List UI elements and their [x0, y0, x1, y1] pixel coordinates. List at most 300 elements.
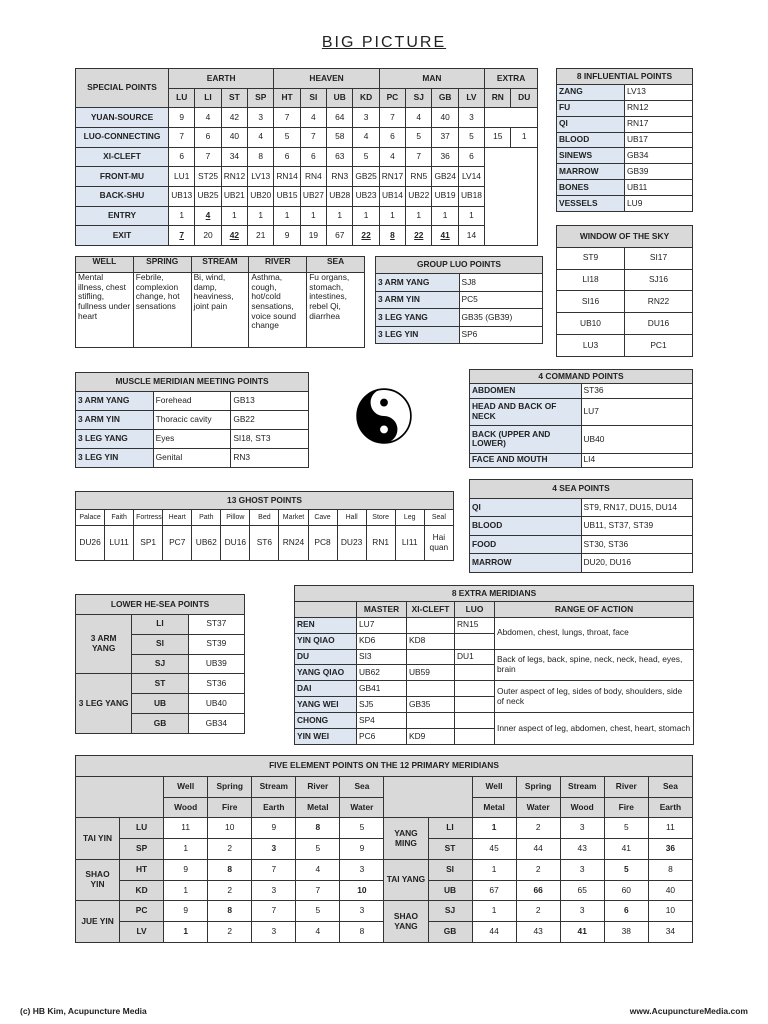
- table-row: [76, 69, 538, 89]
- table-cell: 45: [472, 839, 516, 860]
- table-cell: 8: [648, 859, 692, 880]
- table-cell: LU: [120, 818, 164, 839]
- table-cell: GB34: [625, 148, 693, 164]
- table-cell: 63: [327, 147, 353, 167]
- table-cell: 36: [648, 839, 692, 860]
- table-cell: River: [296, 776, 340, 797]
- table-row: [76, 674, 245, 694]
- table-cell: GB39: [625, 164, 693, 180]
- table-cell: UB40: [188, 694, 244, 714]
- table-cell: DU: [295, 649, 357, 665]
- table-row: [470, 398, 693, 425]
- table-cell: 7: [274, 108, 300, 128]
- column-header: RANGE OF ACTION: [495, 601, 694, 617]
- group-header: EARTH: [169, 69, 274, 89]
- table-cell: CHONG: [295, 713, 357, 729]
- table-row: [470, 384, 693, 398]
- table-cell: 3 ARM YANG: [376, 274, 460, 291]
- table-row: [295, 586, 694, 602]
- table-cell: DU1: [455, 649, 495, 665]
- table-row: [295, 617, 694, 633]
- table-cell: Faith: [105, 510, 134, 526]
- table-cell: SINEWS: [557, 148, 625, 164]
- table-cell: Earth: [252, 797, 296, 818]
- table-cell: Market: [279, 510, 308, 526]
- table-cell: 41: [604, 839, 648, 860]
- table-cell: SI: [428, 859, 472, 880]
- table-cell: 3: [252, 922, 296, 943]
- table-cell: XI-CLEFT: [76, 147, 169, 167]
- table-cell: LUO-CONNECTING: [76, 127, 169, 147]
- table-cell: [455, 633, 495, 649]
- table-cell: 10: [208, 818, 252, 839]
- table-cell: 6: [169, 147, 195, 167]
- table-cell: PC6: [357, 729, 407, 745]
- table-cell: YIN QIAO: [295, 633, 357, 649]
- table-row: [76, 756, 693, 777]
- table-cell: UB39: [188, 654, 244, 674]
- table-cell: DU20, DU16: [581, 554, 693, 573]
- table-cell: Bed: [250, 510, 279, 526]
- table-title: GROUP LUO POINTS: [376, 257, 543, 274]
- table-cell: ABDOMEN: [470, 384, 582, 398]
- table-cell: 4: [406, 108, 432, 128]
- group-label: TAI YIN: [76, 818, 120, 860]
- table-cell: ZANG: [557, 84, 625, 100]
- table-row: [76, 510, 454, 526]
- table-row: [76, 273, 365, 348]
- table-row: [76, 818, 693, 839]
- table-cell: 5: [353, 147, 379, 167]
- table-cell: 5: [340, 818, 384, 839]
- table-cell: 38: [604, 922, 648, 943]
- table-cell: [455, 713, 495, 729]
- meridian-header: SJ: [406, 88, 432, 108]
- table-cell: 66: [516, 880, 560, 901]
- table-cell: LI4: [581, 453, 693, 467]
- table-cell: 5: [604, 818, 648, 839]
- table-cell: 11: [164, 818, 208, 839]
- table-row: [557, 313, 693, 335]
- table-cell: 4: [195, 108, 221, 128]
- meridian-header: HT: [274, 88, 300, 108]
- table-cell: 7: [252, 901, 296, 922]
- column-header: MASTER: [357, 601, 407, 617]
- table-row: [557, 291, 693, 313]
- table-cell: 7: [169, 127, 195, 147]
- table-cell: GB: [132, 714, 188, 734]
- table-cell: FRONT-MU: [76, 167, 169, 187]
- table-row: [470, 554, 693, 573]
- meridian-header: LU: [169, 88, 195, 108]
- table-cell: 7: [379, 108, 405, 128]
- meridian-header: LI: [195, 88, 221, 108]
- table-row: [557, 269, 693, 291]
- table-cell: 40: [432, 108, 458, 128]
- table-cell: ENTRY: [76, 206, 169, 226]
- meridian-header: ST: [221, 88, 247, 108]
- table-cell: 1: [164, 839, 208, 860]
- table-cell: 1: [472, 818, 516, 839]
- table-cell: [407, 617, 455, 633]
- table-cell: 43: [560, 839, 604, 860]
- table-cell: [485, 147, 538, 245]
- table-cell: Wood: [560, 797, 604, 818]
- table-cell: SJ16: [625, 269, 693, 291]
- table-cell: 5: [296, 901, 340, 922]
- table-cell: [384, 776, 472, 818]
- table-cell: 2: [516, 818, 560, 839]
- group-header: HEAVEN: [274, 69, 379, 89]
- table-cell: 10: [648, 901, 692, 922]
- table-cell: FACE AND MOUTH: [470, 453, 582, 467]
- page-title: BIG PICTURE: [321, 34, 447, 51]
- table-cell: 8: [379, 226, 405, 246]
- table-cell: 3: [248, 108, 274, 128]
- table-cell: 1: [164, 922, 208, 943]
- table-cell: Thoracic cavity: [153, 411, 231, 430]
- table-cell: RN22: [625, 291, 693, 313]
- table-cell: [407, 681, 455, 697]
- table-cell: 1: [274, 206, 300, 226]
- table-cell: Cave: [308, 510, 337, 526]
- table-row: [76, 147, 538, 167]
- table-cell: Well: [472, 776, 516, 797]
- table-cell: 3: [560, 901, 604, 922]
- footer-url: www.AcupunctureMedia.com: [629, 1006, 748, 1016]
- table-cell: 1: [458, 206, 484, 226]
- table-cell: 9: [164, 859, 208, 880]
- table-cell: UB18: [458, 186, 484, 206]
- table-cell: UB62: [192, 525, 221, 560]
- table-cell: 3 LEG YANG: [376, 309, 460, 326]
- table-cell: UB25: [195, 186, 221, 206]
- table-cell: LU11: [105, 525, 134, 560]
- table-cell: 1: [432, 206, 458, 226]
- meridian-header: PC: [379, 88, 405, 108]
- table-cell: 3 ARM YIN: [376, 291, 460, 308]
- table-cell: 3: [560, 818, 604, 839]
- window-of-sky-table: [556, 225, 693, 357]
- table-title: 4 COMMAND POINTS: [470, 370, 693, 384]
- table-cell: 2: [516, 859, 560, 880]
- table-cell: UB15: [274, 186, 300, 206]
- table-cell: Metal: [472, 797, 516, 818]
- table-cell: BONES: [557, 180, 625, 196]
- table-cell: Genital: [153, 449, 231, 468]
- table-cell: 41: [560, 922, 604, 943]
- table-row: [470, 370, 693, 384]
- table-row: [76, 257, 365, 273]
- table-cell: GB41: [357, 681, 407, 697]
- table-cell: GB34: [188, 714, 244, 734]
- table-cell: Water: [516, 797, 560, 818]
- meridian-header: KD: [353, 88, 379, 108]
- table-cell: Spring: [516, 776, 560, 797]
- table-cell: [455, 729, 495, 745]
- table-cell: 37: [432, 127, 458, 147]
- table-cell: 9: [164, 901, 208, 922]
- table-cell: Hai quan: [424, 525, 453, 560]
- table-cell: River: [604, 776, 648, 797]
- table-row: [76, 411, 309, 430]
- table-row: [76, 525, 454, 560]
- table-row: [470, 535, 693, 554]
- table-cell: QI: [470, 498, 582, 517]
- table-cell: SI16: [557, 291, 625, 313]
- table-cell: SI3: [357, 649, 407, 665]
- table-cell: Store: [366, 510, 395, 526]
- column-header: SEA: [307, 257, 365, 273]
- table-cell: PC8: [308, 525, 337, 560]
- table-cell: ST30, ST36: [581, 535, 693, 554]
- table-cell: UB28: [327, 186, 353, 206]
- table-cell: 67: [472, 880, 516, 901]
- table-cell: 43: [516, 922, 560, 943]
- table-cell: 8: [248, 147, 274, 167]
- range-of-action: Outer aspect of leg, sides of body, shoulders, side of neck: [495, 681, 694, 713]
- table-title: MUSCLE MERIDIAN MEETING POINTS: [76, 373, 309, 392]
- group-luo-table: [375, 256, 543, 344]
- table-cell: 19: [300, 226, 326, 246]
- table-cell: 6: [195, 127, 221, 147]
- table-cell: RN17: [625, 116, 693, 132]
- table-cell: GB24: [432, 167, 458, 187]
- table-row: [376, 309, 543, 326]
- table-cell: LU3: [557, 335, 625, 357]
- table-cell: HT: [120, 859, 164, 880]
- table-cell: 67: [327, 226, 353, 246]
- table-cell: UB14: [379, 186, 405, 206]
- table-row: [557, 116, 693, 132]
- table-cell: 3: [353, 108, 379, 128]
- extra-meridians-table: [294, 585, 693, 745]
- table-cell: RN12: [221, 167, 247, 187]
- table-cell: 6: [300, 147, 326, 167]
- table-cell: SI18, ST3: [231, 430, 309, 449]
- table-title: LOWER HE-SEA POINTS: [76, 595, 245, 615]
- table-cell: LI: [132, 614, 188, 634]
- lower-he-sea-table: [75, 594, 245, 734]
- table-cell: 5: [296, 839, 340, 860]
- table-cell: GB: [428, 922, 472, 943]
- table-cell: SP1: [134, 525, 163, 560]
- table-row: [376, 274, 543, 291]
- table-row: [557, 164, 693, 180]
- table-cell: RN3: [231, 449, 309, 468]
- table-cell: ST9: [557, 247, 625, 269]
- table-cell: 3: [252, 839, 296, 860]
- table-cell: RN14: [274, 167, 300, 187]
- table-title: 8 EXTRA MERIDIANS: [295, 586, 694, 602]
- table-cell: 20: [195, 226, 221, 246]
- table-row: [557, 84, 693, 100]
- table-cell: FU: [557, 100, 625, 116]
- table-cell: 2: [516, 901, 560, 922]
- table-cell: ST: [428, 839, 472, 860]
- influential-points-table: [556, 68, 693, 212]
- table-cell: UB10: [557, 313, 625, 335]
- group-label: 3 LEG YANG: [76, 674, 132, 734]
- table-cell: 4: [300, 108, 326, 128]
- table-cell: Spring: [208, 776, 252, 797]
- table-cell: UB22: [406, 186, 432, 206]
- table-cell: 36: [432, 147, 458, 167]
- table-row: [295, 649, 694, 665]
- table-cell: 64: [327, 108, 353, 128]
- table-cell: 5: [604, 859, 648, 880]
- table-cell: KD6: [357, 633, 407, 649]
- table-row: [470, 498, 693, 517]
- table-cell: 34: [221, 147, 247, 167]
- table-cell: PC5: [459, 291, 543, 308]
- table-cell: Stream: [560, 776, 604, 797]
- table-cell: 22: [406, 226, 432, 246]
- table-cell: UB11, ST37, ST39: [581, 517, 693, 536]
- group-label: JUE YIN: [76, 901, 120, 943]
- table-row: [76, 614, 245, 634]
- table-title: 8 INFLUENTIAL POINTS: [557, 69, 693, 85]
- table-cell: 1: [472, 901, 516, 922]
- table-cell: ST: [132, 674, 188, 694]
- table-row: [76, 776, 693, 797]
- table-cell: RN3: [327, 167, 353, 187]
- table-cell: 1: [406, 206, 432, 226]
- table-cell: 3: [340, 859, 384, 880]
- table-cell: RN24: [279, 525, 308, 560]
- table-cell: FOOD: [470, 535, 582, 554]
- table-cell: MARROW: [557, 164, 625, 180]
- table-cell: KD8: [407, 633, 455, 649]
- table-cell: 7: [296, 880, 340, 901]
- table-cell: GB22: [231, 411, 309, 430]
- table-cell: 3 ARM YANG: [76, 392, 154, 411]
- table-cell: Stream: [252, 776, 296, 797]
- table-row: [76, 492, 454, 510]
- table-cell: 1: [379, 206, 405, 226]
- command-points-table: [469, 369, 693, 468]
- special-points-table: [75, 68, 538, 246]
- table-cell: Leg: [395, 510, 424, 526]
- column-header: WELL: [76, 257, 134, 273]
- table-cell: 3: [252, 880, 296, 901]
- meridian-header: UB: [327, 88, 353, 108]
- table-cell: 9: [340, 839, 384, 860]
- table-cell: 41: [432, 226, 458, 246]
- table-cell: RN5: [406, 167, 432, 187]
- range-of-action: Abdomen, chest, lungs, throat, face: [495, 617, 694, 649]
- table-cell: RN12: [625, 100, 693, 116]
- table-cell: DU23: [337, 525, 366, 560]
- table-cell: Pillow: [221, 510, 250, 526]
- table-cell: BLOOD: [470, 517, 582, 536]
- table-cell: ST36: [188, 674, 244, 694]
- table-cell: 6: [379, 127, 405, 147]
- table-cell: LU1: [169, 167, 195, 187]
- table-cell: UB27: [300, 186, 326, 206]
- table-cell: ST25: [195, 167, 221, 187]
- table-cell: [455, 681, 495, 697]
- group-label: 3 ARM YANG: [76, 614, 132, 674]
- table-cell: 3 LEG YANG: [76, 430, 154, 449]
- table-cell: 42: [221, 108, 247, 128]
- table-cell: 65: [560, 880, 604, 901]
- table-cell: Seal: [424, 510, 453, 526]
- table-cell: 1: [169, 206, 195, 226]
- table-cell: VESSELS: [557, 196, 625, 212]
- table-cell: Sea: [648, 776, 692, 797]
- table-cell: Well: [164, 776, 208, 797]
- table-cell: 8: [208, 859, 252, 880]
- table-row: [295, 681, 694, 697]
- group-label: YANG MING: [384, 818, 428, 860]
- table-cell: Sea: [340, 776, 384, 797]
- table-row: [376, 291, 543, 308]
- table-cell: Water: [340, 797, 384, 818]
- table-cell: 4: [296, 859, 340, 880]
- muscle-meridian-table: [75, 372, 309, 468]
- sea-points-table: [469, 479, 693, 573]
- table-cell: UB23: [353, 186, 379, 206]
- meridian-header: LV: [458, 88, 484, 108]
- table-cell: 44: [472, 922, 516, 943]
- table-cell: ST6: [250, 525, 279, 560]
- table-cell: LU7: [581, 398, 693, 425]
- table-cell: DAI: [295, 681, 357, 697]
- five-shu-table: [75, 256, 365, 348]
- table-cell: 8: [340, 922, 384, 943]
- table-cell: SJ: [132, 654, 188, 674]
- meridian-header: RN: [485, 88, 511, 108]
- column-header: SPRING: [133, 257, 191, 273]
- table-cell: Palace: [76, 510, 105, 526]
- table-row: [557, 100, 693, 116]
- table-cell: RN4: [300, 167, 326, 187]
- table-cell: UB40: [581, 426, 693, 453]
- table-cell: REN: [295, 617, 357, 633]
- table-cell: Fortress: [134, 510, 163, 526]
- table-cell: SP: [120, 839, 164, 860]
- table-cell: 2: [208, 839, 252, 860]
- table-cell: 7: [406, 147, 432, 167]
- table-cell: PC1: [625, 335, 693, 357]
- table-cell: 9: [252, 818, 296, 839]
- table-cell: 3: [458, 108, 484, 128]
- table-cell: 5: [458, 127, 484, 147]
- table-cell: 1: [511, 127, 538, 147]
- table-cell: Bi, wind, damp, heaviness, joint pain: [191, 273, 249, 348]
- table-cell: BACK-SHU: [76, 186, 169, 206]
- table-cell: QI: [557, 116, 625, 132]
- table-cell: LU7: [357, 617, 407, 633]
- table-cell: UB62: [357, 665, 407, 681]
- table-row: [76, 901, 693, 922]
- table-cell: YANG QIAO: [295, 665, 357, 681]
- table-title: 13 GHOST POINTS: [76, 492, 454, 510]
- table-cell: 10: [340, 880, 384, 901]
- table-cell: GB25: [353, 167, 379, 187]
- table-cell: GB35: [407, 697, 455, 713]
- table-cell: 15: [485, 127, 511, 147]
- table-cell: KD: [120, 880, 164, 901]
- group-label: SHAO YANG: [384, 901, 428, 943]
- table-cell: UB19: [432, 186, 458, 206]
- table-cell: EXIT: [76, 226, 169, 246]
- group-label: TAI YANG: [384, 859, 428, 901]
- table-cell: 21: [248, 226, 274, 246]
- table-cell: 7: [169, 226, 195, 246]
- table-cell: DU16: [625, 313, 693, 335]
